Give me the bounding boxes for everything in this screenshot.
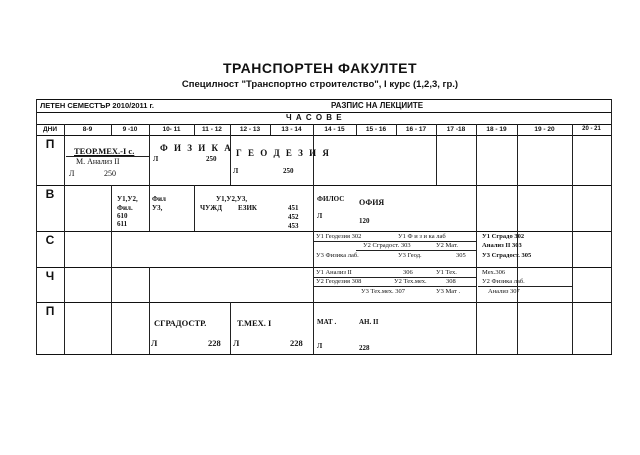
friday-sgradostr-l: Л bbox=[151, 338, 158, 348]
table-border-top bbox=[36, 99, 612, 100]
tuesday-fil-b: Фил bbox=[152, 195, 166, 203]
wednesday-u1-fizika: У1 Ф и з и ка лаб bbox=[398, 233, 446, 240]
column-header: 13 - 14 bbox=[281, 126, 302, 133]
friday-an2: АН. II bbox=[359, 318, 379, 326]
tuesday-room-451: 451 bbox=[288, 204, 299, 212]
tuesday-room-452: 452 bbox=[288, 213, 299, 221]
column-divider bbox=[313, 124, 314, 354]
row-divider bbox=[36, 267, 612, 268]
thursday-eve-analiz: Анализ 307 bbox=[488, 288, 520, 295]
friday-sgradostr-room: 228 bbox=[208, 338, 221, 348]
thursday-u1-room: 306 bbox=[403, 269, 413, 276]
cell-underline bbox=[314, 286, 476, 287]
tuesday-filos: ФИЛОС bbox=[317, 195, 345, 203]
column-header: 19 - 20 bbox=[534, 126, 555, 133]
thursday-u2-geodezia: У2 Геодезия 308 bbox=[316, 278, 362, 285]
friday-tmech-room: 228 bbox=[290, 338, 303, 348]
wednesday-u3-fizika: У3 Физика лаб. bbox=[316, 252, 359, 259]
hours-label: Ч А С О В Е bbox=[286, 113, 343, 122]
thursday-eve-u2-fizika: У2 Физика лаб. bbox=[482, 278, 525, 285]
column-divider bbox=[476, 124, 477, 354]
thursday-u1-analiz: У1 Анализ II bbox=[316, 269, 352, 276]
cell-underline bbox=[478, 286, 572, 287]
row-divider bbox=[36, 135, 612, 136]
row-divider bbox=[36, 231, 612, 232]
friday-tmech-l: Л bbox=[233, 338, 240, 348]
tuesday-ezik: ЕЗИК bbox=[238, 204, 257, 212]
thursday-u2-room: 308 bbox=[446, 278, 456, 285]
cell-underline bbox=[356, 250, 476, 251]
wednesday-u3-room: 305 bbox=[456, 252, 466, 259]
column-header: 11 - 12 bbox=[202, 126, 222, 133]
row-divider bbox=[36, 124, 612, 125]
column-header: 9 -10 bbox=[122, 126, 138, 133]
wednesday-eve-analiz: Анализ II 303 bbox=[482, 242, 522, 249]
days-label: ДНИ bbox=[43, 126, 57, 133]
schedule-table bbox=[36, 99, 612, 455]
semester-label: ЛЕТЕН СЕМЕСТЪР 2010/2011 г. bbox=[40, 101, 155, 110]
tuesday-l: Л bbox=[317, 212, 323, 220]
friday-mat: МАТ . bbox=[317, 318, 337, 326]
row-divider bbox=[36, 185, 612, 186]
friday-mat-room: 228 bbox=[359, 344, 370, 352]
column-header: 16 - 17 bbox=[405, 126, 427, 133]
column-header: 12 - 13 bbox=[239, 126, 261, 133]
thursday-u3-mat: У3 Мат . bbox=[436, 288, 461, 295]
column-divider bbox=[64, 124, 65, 354]
monday-teor-room: 250 bbox=[104, 169, 116, 178]
monday-fizika: Ф И З И К А bbox=[160, 143, 233, 153]
day-label-wednesday: С bbox=[45, 233, 55, 247]
column-header: 18 - 19 bbox=[486, 126, 507, 133]
wednesday-u3-geod: У3 Геод. bbox=[398, 252, 422, 259]
schedule-title: РАЗПИС НА ЛЕКЦИИТЕ bbox=[331, 101, 424, 110]
column-header: 14 - 15 bbox=[324, 126, 345, 133]
wednesday-eve-u1: У1 Сградо 302 bbox=[482, 233, 525, 240]
day-label-monday: П bbox=[45, 137, 55, 151]
tuesday-room-611: 611 bbox=[117, 220, 128, 228]
wednesday-u1-geodezia: У1 Геодезия 302 bbox=[316, 233, 362, 240]
column-header: 8-9 bbox=[82, 126, 93, 133]
column-divider bbox=[230, 124, 231, 185]
monday-fizika-l: Л bbox=[153, 155, 159, 163]
friday-mat-l: Л bbox=[317, 342, 323, 350]
day-label-tuesday: В bbox=[45, 187, 55, 201]
tuesday-room-453: 453 bbox=[288, 222, 299, 230]
tuesday-groups-b: У1,У2,У3, bbox=[216, 195, 248, 203]
tuesday-chuzhd: ЧУЖД bbox=[200, 204, 223, 212]
wednesday-u2-mat: У2 Мат. bbox=[436, 242, 458, 249]
table-border-bottom bbox=[36, 354, 612, 355]
thursday-u3-techmech: У3 Тех.мех. 307 bbox=[361, 288, 406, 295]
column-divider bbox=[230, 302, 231, 354]
row-divider bbox=[36, 302, 612, 303]
column-divider bbox=[194, 185, 195, 231]
day-label-thursday: Ч bbox=[45, 269, 55, 283]
wednesday-eve-u3: У3 Сградост. 305 bbox=[482, 252, 532, 259]
column-divider bbox=[572, 124, 573, 354]
monday-teor-mech: ТЕОР.МЕХ.-I с. bbox=[74, 146, 135, 156]
column-header: 10- 11 bbox=[162, 126, 181, 133]
day-label-friday: П bbox=[45, 304, 55, 318]
page-title: ТРАНСПОРТЕН ФАКУЛТЕТ bbox=[222, 60, 418, 76]
column-header: 20 - 21 bbox=[582, 126, 601, 132]
monday-fizika-room: 250 bbox=[206, 155, 217, 163]
column-header: 15 - 16 bbox=[365, 126, 387, 133]
monday-geodezia: Г Е О Д Е З И Я bbox=[236, 148, 331, 158]
column-divider bbox=[149, 135, 150, 231]
tuesday-room-120: 120 bbox=[359, 217, 370, 225]
column-divider bbox=[436, 124, 437, 185]
wednesday-u2-sgradost: У2 Сградост. 303 bbox=[363, 242, 411, 249]
tuesday-fil-a: Фил. bbox=[117, 204, 133, 212]
monday-geodezia-l: Л bbox=[233, 167, 239, 175]
column-divider bbox=[111, 185, 112, 354]
page-subtitle: Специлност "Транспортно строителство", I курс (1,2,3, гр.) bbox=[181, 79, 459, 90]
tuesday-ofia: ОФИЯ bbox=[359, 198, 385, 207]
monday-teor-l: Л bbox=[69, 169, 75, 178]
monday-geodezia-room: 250 bbox=[283, 167, 294, 175]
thursday-u1-tech: У1 Тех. bbox=[436, 269, 457, 276]
tuesday-groups-a: У1,У2, bbox=[117, 195, 138, 203]
tuesday-room-610: 610 bbox=[117, 212, 128, 220]
friday-tmech: Т.МЕХ. I bbox=[237, 318, 272, 328]
friday-sgradostr: СГРАДОСТР. bbox=[154, 318, 207, 328]
column-divider bbox=[611, 99, 612, 354]
thursday-u2-techmech: У2 Тех.мех. bbox=[394, 278, 427, 285]
column-header: 17 -18 bbox=[446, 126, 466, 133]
monday-analysis: М. Анализ II bbox=[76, 157, 120, 166]
tuesday-u3: У3, bbox=[152, 204, 163, 212]
column-divider bbox=[149, 267, 150, 354]
thursday-eve-mech: Мех.306 bbox=[482, 269, 506, 276]
